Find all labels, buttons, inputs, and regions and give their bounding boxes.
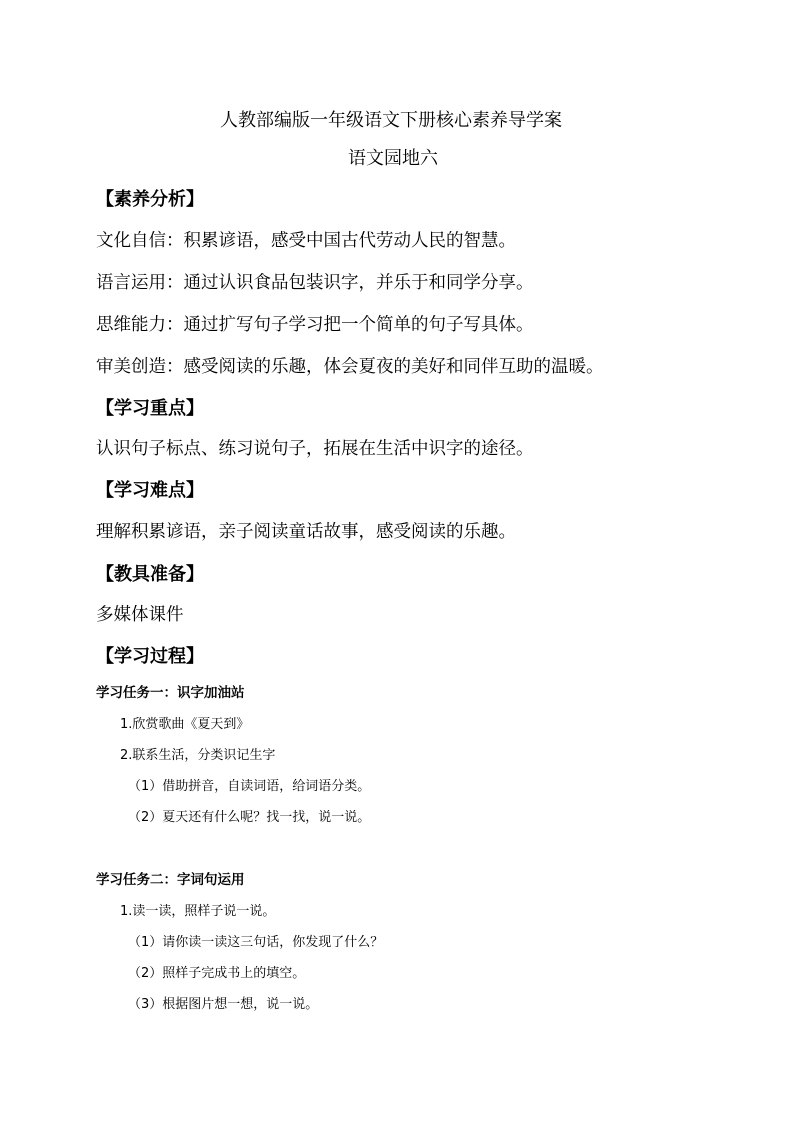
task-substep: （1）请你读一读这三句话，你发现了什么？	[128, 935, 384, 950]
section-heading-analysis: 【素养分析】	[96, 189, 204, 210]
analysis-item: 思维能力：通过扩写句子学习把一个简单的句子写具体。	[96, 315, 534, 335]
task-title: 学习任务一：识字加油站	[96, 685, 245, 701]
analysis-item: 文化自信：积累谚语，感受中国古代劳动人民的智慧。	[96, 231, 516, 251]
analysis-item: 审美创造：感受阅读的乐趣，体会夏夜的美好和同伴互助的温暖。	[96, 357, 604, 377]
task-substep: （1）借助拼音，自读词语，给词语分类。	[128, 779, 371, 794]
section-heading-materials: 【教具准备】	[96, 564, 204, 585]
analysis-item: 语言运用：通过认识食品包装识字，并乐于和同学分享。	[96, 273, 534, 293]
task-substep: （2）夏天还有什么呢？找一找，说一说。	[128, 810, 371, 825]
task-step: 1.欣赏歌曲《夏天到》	[120, 717, 250, 732]
key-points-text: 认识句子标点、练习说句子，拓展在生活中识字的途径。	[96, 439, 534, 459]
section-heading-difficulties: 【学习难点】	[96, 480, 204, 501]
task-substep: （2）照样子完成书上的填空。	[128, 966, 306, 981]
task-step: 2.联系生活，分类识记生字	[120, 748, 276, 763]
materials-text: 多媒体课件	[96, 605, 184, 625]
section-heading-key-points: 【学习重点】	[96, 398, 204, 419]
document-subtitle: 语文园地六	[348, 148, 438, 169]
task-substep: （3）根据图片想一想，说一说。	[128, 997, 319, 1012]
section-heading-process: 【学习过程】	[96, 646, 204, 667]
document-title: 人教部编版一年级语文下册核心素养导学案	[220, 110, 562, 131]
difficulties-text: 理解积累谚语，亲子阅读童话故事，感受阅读的乐趣。	[96, 522, 516, 542]
task-step: 1.读一读，照样子说一说。	[120, 904, 276, 919]
task-title: 学习任务二：字词句运用	[96, 872, 245, 888]
